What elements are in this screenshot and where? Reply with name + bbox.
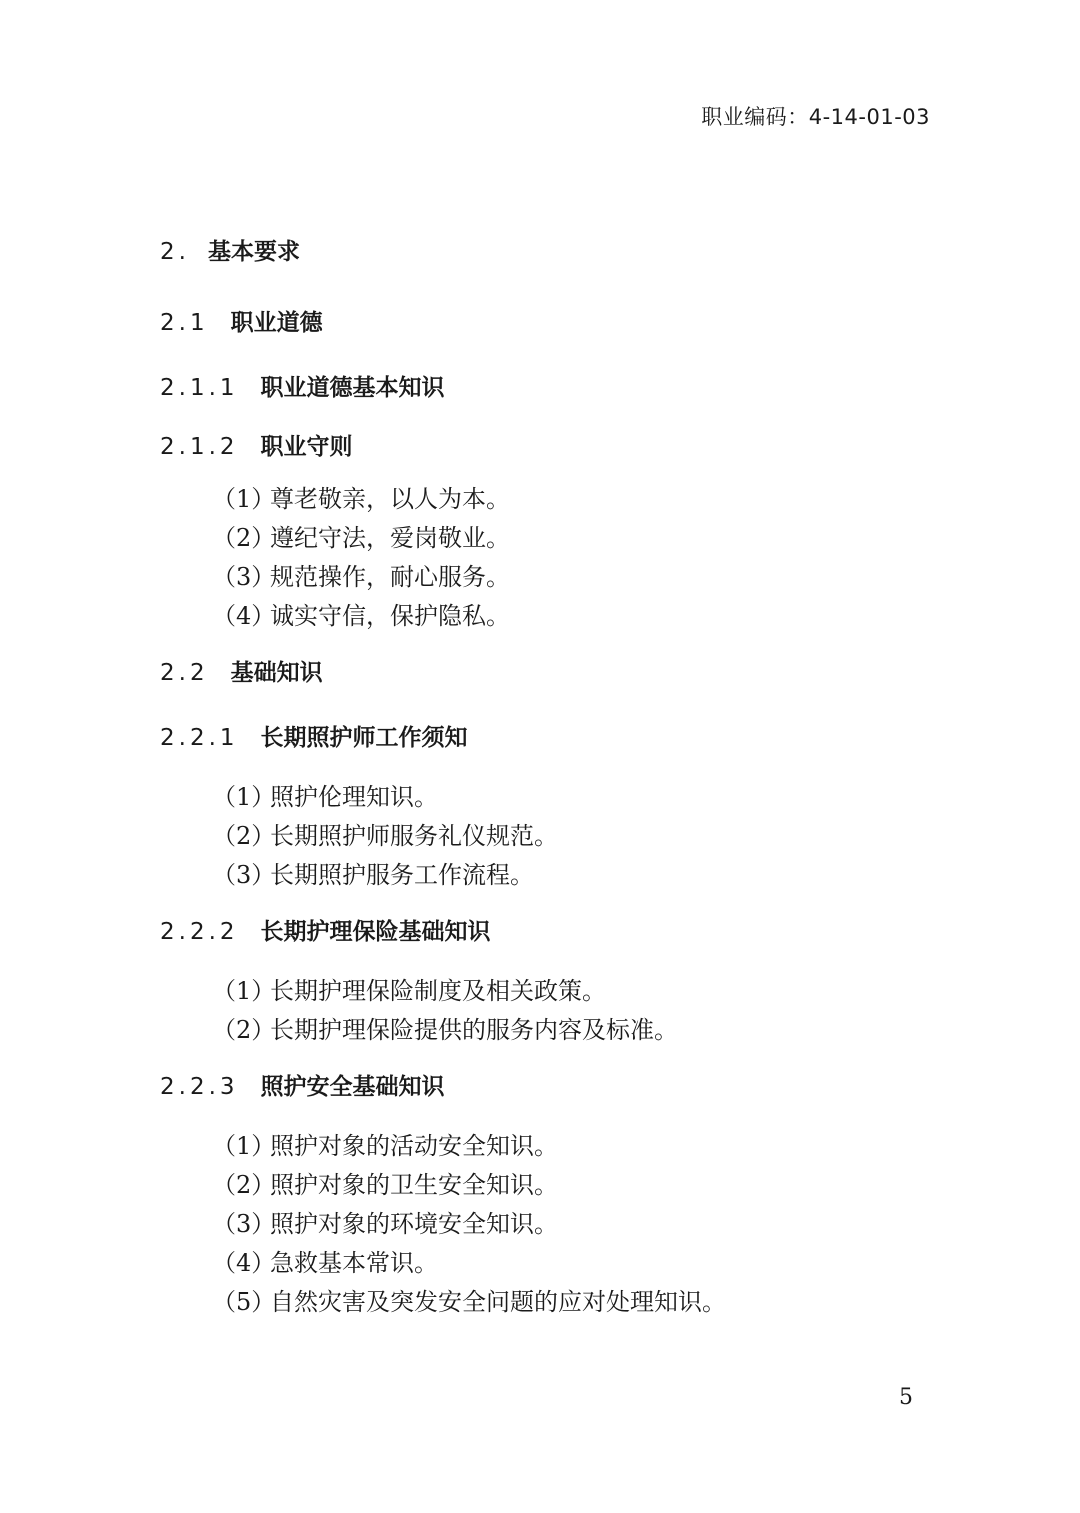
- item-index: （1）: [212, 783, 276, 811]
- item-text: 长期护理保险制度及相关政策。: [270, 977, 606, 1005]
- section-title: 照护安全基础知识: [260, 1074, 445, 1100]
- list-item: [212, 855, 534, 890]
- section-number: 2.1: [160, 310, 209, 336]
- list-item: [212, 1165, 558, 1200]
- section-number: 2.1.1: [160, 375, 239, 401]
- section-title: 长期照护师工作须知: [260, 725, 468, 751]
- section-heading-2-1-2: [160, 428, 353, 461]
- item-index: （3）: [212, 1210, 276, 1238]
- section-title: 职业守则: [260, 434, 353, 460]
- item-text: 遵纪守法，爱岗敬业。: [270, 524, 510, 552]
- section-heading-2: [160, 233, 300, 266]
- item-index: （2）: [212, 822, 276, 850]
- section-heading-2-2-2: [160, 913, 491, 946]
- list-item: [212, 479, 510, 514]
- section-number: 2.2: [160, 660, 209, 686]
- list-item: [212, 518, 510, 553]
- page-number: 5: [899, 1385, 913, 1410]
- section-heading-2-2-3: [160, 1068, 445, 1101]
- item-text: 急救基本常识。: [270, 1249, 438, 1277]
- list-item: [212, 971, 606, 1006]
- section-heading-2-1: [160, 304, 323, 337]
- item-index: （1）: [212, 485, 276, 513]
- item-text: 长期照护服务工作流程。: [270, 861, 534, 889]
- item-index: （3）: [212, 861, 276, 889]
- list-item: [212, 1010, 678, 1045]
- section-heading-2-2-1: [160, 719, 468, 752]
- section-number: 2.: [160, 239, 190, 265]
- item-text: 照护对象的活动安全知识。: [270, 1132, 558, 1160]
- item-index: （2）: [212, 1171, 276, 1199]
- item-text: 尊老敬亲，以人为本。: [270, 485, 510, 513]
- section-heading-2-1-1: [160, 369, 445, 402]
- section-title: 基础知识: [230, 660, 323, 686]
- item-text: 长期照护师服务礼仪规范。: [270, 822, 558, 850]
- list-item: [212, 1204, 558, 1239]
- section-title: 职业道德基本知识: [260, 375, 445, 401]
- item-index: （2）: [212, 1016, 276, 1044]
- item-index: （1）: [212, 977, 276, 1005]
- list-item: [212, 1243, 438, 1278]
- item-text: 照护对象的卫生安全知识。: [270, 1171, 558, 1199]
- section-title: 职业道德: [230, 310, 323, 336]
- section-number: 2.1.2: [160, 434, 239, 460]
- item-text: 照护对象的环境安全知识。: [270, 1210, 558, 1238]
- section-number: 2.2.3: [160, 1074, 239, 1100]
- item-text: 自然灾害及突发安全问题的应对处理知识。: [270, 1288, 726, 1316]
- list-item: [212, 1282, 726, 1317]
- section-title: 长期护理保险基础知识: [260, 919, 491, 945]
- item-index: （3）: [212, 563, 276, 591]
- list-item: [212, 557, 510, 592]
- item-index: （2）: [212, 524, 276, 552]
- item-text: 诚实守信，保护隐私。: [270, 602, 510, 630]
- list-item: [212, 816, 558, 851]
- item-text: 规范操作，耐心服务。: [270, 563, 510, 591]
- item-text: 长期护理保险提供的服务内容及标准。: [270, 1016, 678, 1044]
- list-item: [212, 777, 438, 812]
- section-number: 2.2.2: [160, 919, 239, 945]
- item-index: （1）: [212, 1132, 276, 1160]
- occupation-code: 职业编码：4-14-01-03: [701, 105, 930, 129]
- item-text: 照护伦理知识。: [270, 783, 438, 811]
- section-number: 2.2.1: [160, 725, 239, 751]
- item-index: （4）: [212, 1249, 276, 1277]
- item-index: （4）: [212, 602, 276, 630]
- section-heading-2-2: [160, 654, 323, 687]
- list-item: [212, 596, 510, 631]
- section-title: 基本要求: [207, 239, 300, 265]
- item-index: （5）: [212, 1288, 276, 1316]
- list-item: [212, 1126, 558, 1161]
